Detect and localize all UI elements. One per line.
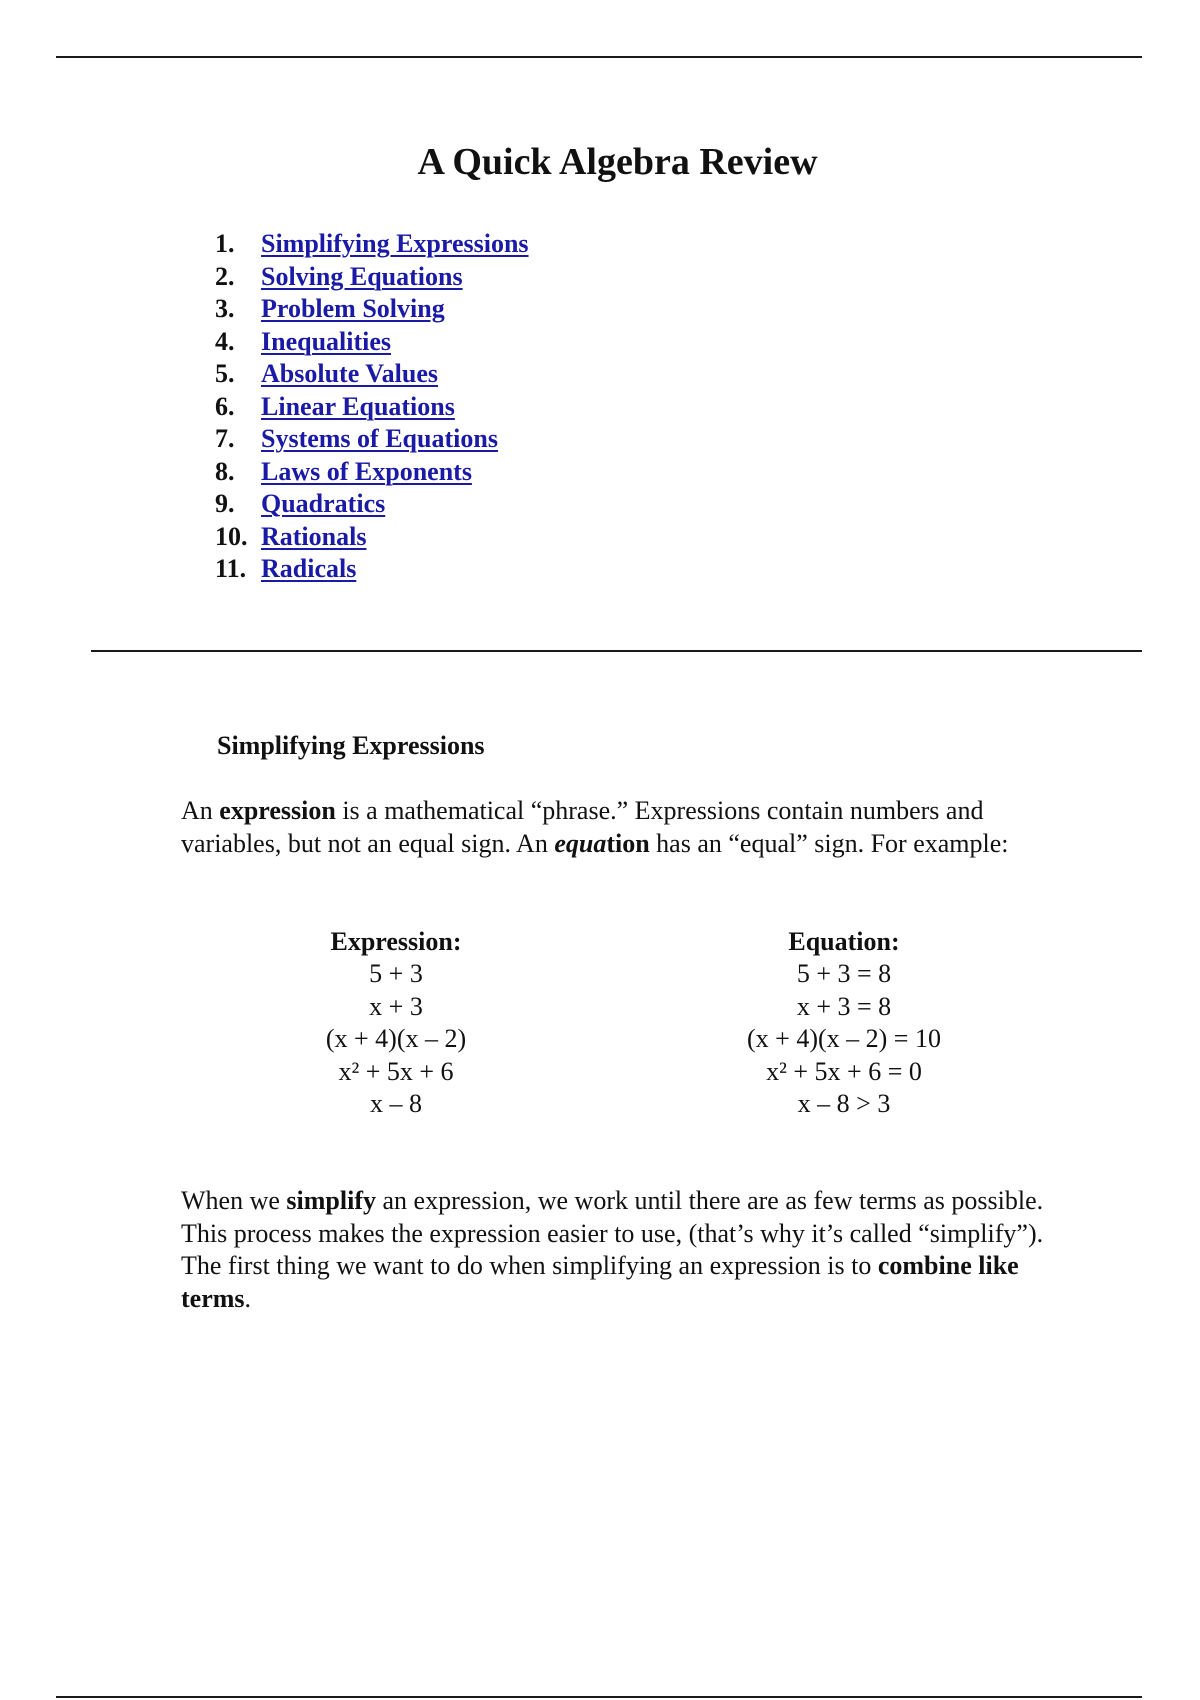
equation-example: x² + 5x + 6 = 0 xyxy=(766,1056,922,1086)
bottom-rule xyxy=(56,1696,1142,1698)
top-rule xyxy=(56,56,1142,58)
toc-number: 6. xyxy=(215,391,235,421)
term-expression: expression xyxy=(219,796,336,825)
simplify-paragraph xyxy=(181,1185,1061,1315)
toc-item xyxy=(215,521,529,554)
toc-item xyxy=(215,358,529,391)
toc-item xyxy=(215,423,529,456)
expression-example: 5 + 3 xyxy=(369,959,423,988)
toc-link-simplifying-expressions[interactable]: Simplifying Expressions xyxy=(261,229,529,258)
equation-header: Equation: xyxy=(788,927,900,956)
table-of-contents xyxy=(215,228,529,586)
toc-link-rationals[interactable]: Rationals xyxy=(261,521,367,551)
toc-number: 8. xyxy=(215,456,235,486)
intro-text: is a mathematical “phrase.” Expressions contain numbers and variables, but not an equal sign. An xyxy=(181,796,984,858)
simplify-text: an expression, we work until there are as few terms as possible. This process makes the expression easier to use, (that’s why it’s called “simplify”). The first thing we want to do when simplifying an expression is to xyxy=(181,1186,1044,1280)
toc-number: 3. xyxy=(215,294,235,323)
toc-link-laws-of-exponents[interactable]: Laws of Exponents xyxy=(261,456,472,486)
expression-example: x² + 5x + 6 xyxy=(338,1056,454,1086)
toc-number: 9. xyxy=(215,489,235,518)
equation-column xyxy=(724,926,964,1121)
toc-number: 1. xyxy=(215,229,235,258)
toc-number: 10. xyxy=(215,521,248,551)
toc-link-quadratics[interactable]: Quadratics xyxy=(261,489,386,518)
toc-number: 2. xyxy=(215,261,235,291)
toc-link-systems-of-equations[interactable]: Systems of Equations xyxy=(261,424,498,453)
expression-example: x + 3 xyxy=(369,991,423,1021)
equation-example: 5 + 3 = 8 xyxy=(796,959,892,988)
toc-number: 7. xyxy=(215,424,235,453)
toc-number: 4. xyxy=(215,326,235,356)
toc-link-problem-solving[interactable]: Problem Solving xyxy=(261,294,445,323)
toc-item xyxy=(215,391,529,424)
term-equation xyxy=(554,829,649,858)
section-heading: Simplifying Expressions xyxy=(217,731,485,760)
intro-paragraph xyxy=(181,795,1061,860)
toc-item xyxy=(215,228,529,261)
toc-item xyxy=(215,456,529,489)
toc-link-radicals[interactable]: Radicals xyxy=(261,554,357,583)
toc-item xyxy=(215,293,529,326)
intro-text: has an “equal” sign. For example: xyxy=(649,828,1009,858)
term-simplify: simplify xyxy=(286,1186,376,1215)
toc-link-absolute-values[interactable]: Absolute Values xyxy=(261,359,438,388)
expression-header: Expression: xyxy=(330,927,462,956)
toc-number: 5. xyxy=(215,359,235,388)
expression-column xyxy=(291,926,501,1121)
intro-text: An xyxy=(181,796,220,825)
expression-example: x – 8 xyxy=(370,1089,422,1118)
term-combine-like-terms: combine like terms xyxy=(181,1251,1019,1313)
toc-link-inequalities[interactable]: Inequalities xyxy=(261,326,392,356)
equation-example: x + 3 = 8 xyxy=(796,991,892,1021)
toc-item xyxy=(215,488,529,521)
page-title: A Quick Algebra Review xyxy=(417,141,818,183)
simplify-text: When we xyxy=(181,1186,287,1215)
toc-item xyxy=(215,553,529,586)
toc-item xyxy=(215,261,529,294)
expression-example: (x + 4)(x – 2) xyxy=(325,1024,467,1053)
toc-link-linear-equations[interactable]: Linear Equations xyxy=(261,391,455,421)
term-equation-rest: tion xyxy=(606,828,650,858)
toc-number: 11. xyxy=(215,554,247,583)
section-divider xyxy=(91,650,1142,652)
term-equation-italic: equa xyxy=(554,828,607,858)
simplify-text: . xyxy=(244,1283,252,1313)
equation-example: x – 8 > 3 xyxy=(797,1089,891,1118)
toc-link-solving-equations[interactable]: Solving Equations xyxy=(261,261,463,291)
equation-example: (x + 4)(x – 2) = 10 xyxy=(747,1024,941,1053)
toc-item xyxy=(215,326,529,359)
